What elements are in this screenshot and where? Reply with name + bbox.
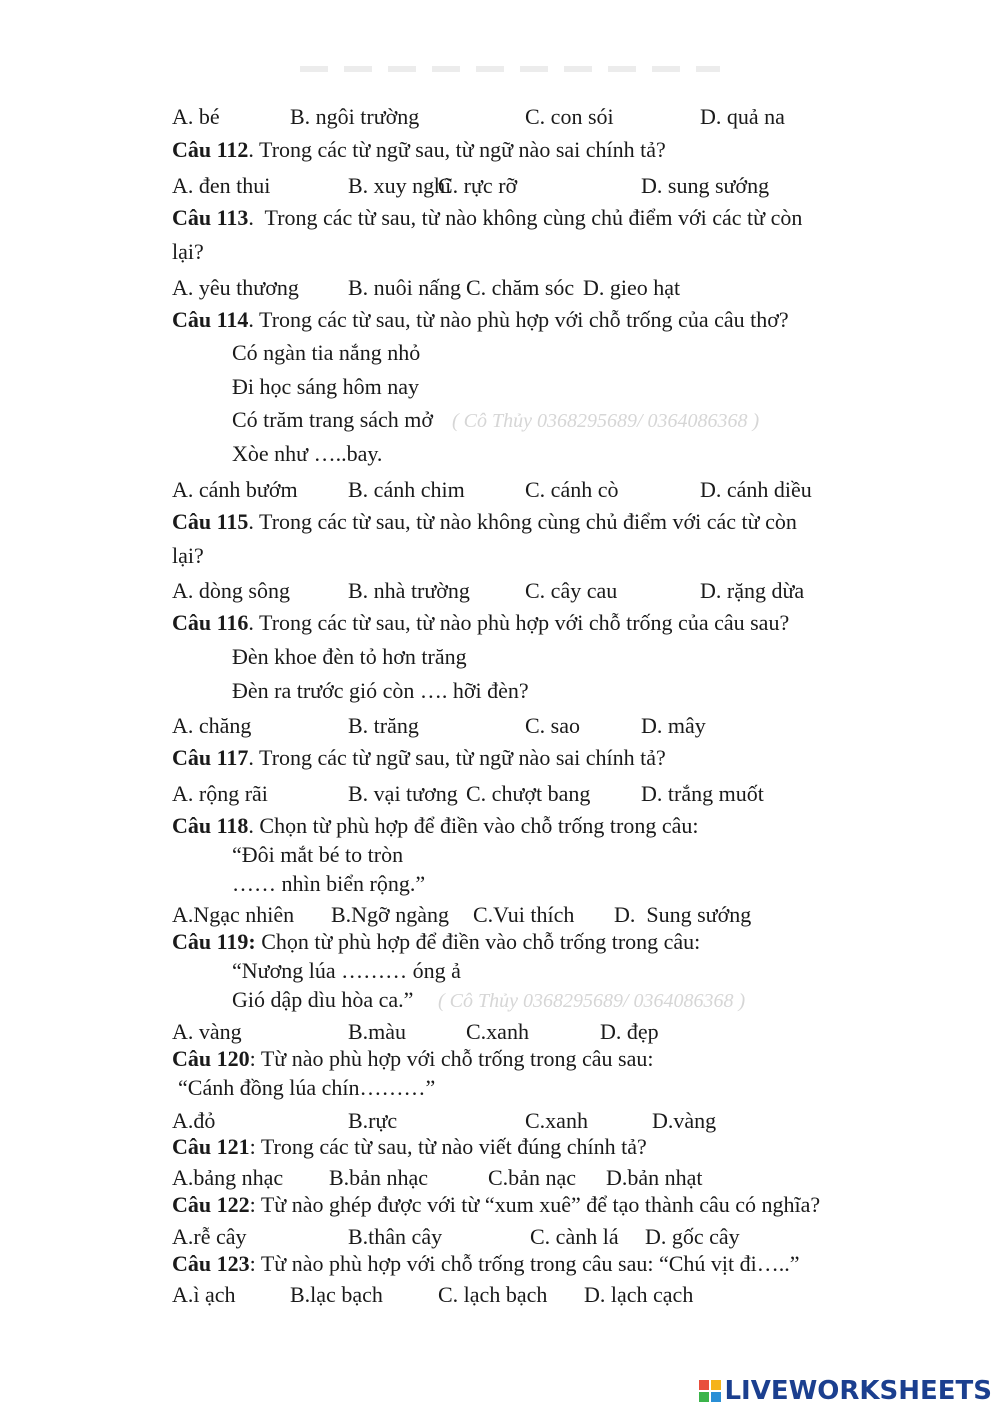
question-line [172, 1048, 653, 1070]
answer-option: C.Vui thích [473, 902, 575, 927]
answer-option: A.Ngạc nhiên [172, 902, 295, 927]
answer-option: B.rực [348, 1108, 398, 1133]
answer-option: B.lạc bạch [290, 1282, 383, 1307]
answer-option: D. trắng muốt [641, 781, 764, 806]
answer-option: C. cây cau [525, 578, 618, 603]
question-number: Câu 113 [172, 205, 249, 230]
answer-option: A.bảng nhạc [172, 1165, 284, 1190]
answer-option: C. cánh cò [525, 477, 619, 502]
line-text: . Trong các từ sau, từ nào phù hợp với chỗ trống của câu sau? [248, 610, 790, 635]
question-number: Câu 122 [172, 1192, 250, 1217]
question-line [172, 1136, 647, 1158]
question-line [172, 931, 700, 953]
question-number: Câu 115 [172, 509, 249, 534]
answer-option: C. cành lá [530, 1224, 619, 1249]
answer-option: A. dòng sông [172, 578, 290, 603]
answer-option: B. nhà trường [348, 578, 470, 603]
answer-option: D. Sung sướng [614, 902, 752, 927]
line-text: Đi học sáng hôm nay [232, 374, 419, 399]
line-text: : Từ nào phù hợp với chỗ trống trong câu sau: “Chú vịt đi…..” [249, 1251, 800, 1276]
faded-header-line [300, 66, 720, 72]
question-number: Câu 118 [172, 813, 249, 838]
answer-option: D.bản nhạt [606, 1165, 703, 1190]
poem-line [232, 376, 419, 398]
question-line [172, 815, 698, 837]
answer-option: B. ngôi trường [290, 104, 420, 129]
line-text: Đèn ra trước gió còn …. hỡi đèn? [232, 678, 529, 703]
question-line [172, 207, 802, 229]
question-line [172, 1194, 820, 1216]
line-text: . Trong các từ sau, từ nào không cùng chủ điểm với các từ còn [248, 509, 797, 534]
line-text: Đèn khoe đèn tỏ hơn trăng [232, 644, 467, 669]
answer-option: C. chượt bang [466, 781, 591, 806]
question-number: Câu 120 [172, 1046, 250, 1071]
poem-line [232, 960, 461, 982]
line-text: Gió dập dìu hòa ca.” [232, 987, 414, 1012]
line-text: : Từ nào phù hợp với chỗ trống trong câu sau: [249, 1046, 654, 1071]
answer-option: A. cánh bướm [172, 477, 298, 502]
question-number: Câu 114 [172, 307, 249, 332]
line-text: lại? [172, 543, 204, 568]
line-text: …… nhìn biển rộng.” [232, 871, 426, 896]
answer-option: A. rộng rãi [172, 781, 268, 806]
question-number: Câu 123 [172, 1251, 250, 1276]
line-text: Có trăm trang sách mở [232, 407, 434, 432]
line-text: Chọn từ phù hợp để điền vào chỗ trống trong câu: [255, 929, 701, 954]
answer-option: A.ì ạch [172, 1282, 236, 1307]
answer-option: D. sung sướng [641, 173, 770, 198]
answer-option: C. chăm sóc [466, 275, 575, 300]
answer-option: A. vàng [172, 1019, 242, 1044]
line-text: . Trong các từ ngữ sau, từ ngữ nào sai chính tả? [248, 137, 666, 162]
answer-option: C. lạch bạch [438, 1282, 548, 1307]
answer-option: C.bản nạc [488, 1165, 576, 1190]
poem-line [232, 342, 420, 364]
line-text: lại? [172, 239, 204, 264]
answer-option: A.đỏ [172, 1108, 216, 1133]
poem-line [232, 409, 433, 431]
answer-option: B. vại tương [348, 781, 458, 806]
answer-option: D.vàng [652, 1108, 717, 1133]
watermark-text: ( Cô Thủy 0368295689/ 0364086368 ) [452, 410, 760, 432]
answer-option: A. chăng [172, 713, 252, 738]
answer-option: C.xanh [466, 1019, 529, 1044]
answer-option: D. đẹp [600, 1019, 659, 1044]
line-text: “Đôi mắt bé to tròn [232, 842, 404, 867]
answer-option: C. sao [525, 713, 580, 738]
answer-option: C. rực rỡ [438, 173, 518, 198]
poem-line [232, 873, 425, 895]
answer-option: C.xanh [525, 1108, 588, 1133]
question-number: Câu 119: [172, 929, 256, 954]
answer-option: A.rễ cây [172, 1224, 247, 1249]
line-text: . Trong các từ sau, từ nào không cùng chủ điểm với các từ còn [248, 205, 803, 230]
question-line [172, 511, 797, 533]
text-line [172, 241, 204, 263]
answer-option: C. con sói [525, 104, 614, 129]
question-line [172, 1253, 800, 1275]
answer-option: B.Ngỡ ngàng [331, 902, 449, 927]
question-line [172, 139, 666, 161]
answer-option: D. cánh diều [700, 477, 812, 502]
poem-line [178, 1077, 435, 1099]
answer-option: D. mây [641, 713, 706, 738]
line-text: : Trong các từ sau, từ nào viết đúng chính tả? [249, 1134, 647, 1159]
answer-option: B.màu [348, 1019, 407, 1044]
answer-option: A. đen thui [172, 173, 271, 198]
question-line [172, 309, 789, 331]
logo-badge-icon [699, 1380, 721, 1402]
line-text: . Trong các từ ngữ sau, từ ngữ nào sai chính tả? [248, 745, 666, 770]
answer-option: B.thân cây [348, 1224, 443, 1249]
answer-option: D. gieo hạt [583, 275, 681, 300]
answer-option: B.bản nhạc [329, 1165, 428, 1190]
answer-option: A. bé [172, 104, 220, 129]
line-text: Có ngàn tia nắng nhỏ [232, 340, 421, 365]
poem-line [232, 844, 403, 866]
answer-option: B. xuy nghĩ [348, 173, 452, 198]
question-line [172, 612, 789, 634]
line-text: . Trong các từ sau, từ nào phù hợp với chỗ trống của câu thơ? [248, 307, 789, 332]
poem-line [232, 680, 529, 702]
poem-line [232, 646, 467, 668]
line-text: . Chọn từ phù hợp để điền vào chỗ trống trong câu: [248, 813, 699, 838]
answer-option: B. cánh chim [348, 477, 465, 502]
line-text: Xòe như …..bay. [232, 441, 383, 466]
line-text: : Từ nào ghép được với từ “xum xuê” để tạo thành câu có nghĩa? [249, 1192, 821, 1217]
answer-option: D. quả na [700, 104, 785, 129]
answer-option: D. rặng dừa [700, 578, 805, 603]
answer-option: B. nuôi nấng [348, 275, 462, 300]
brand-name: LIVEWORKSHEETS [724, 1376, 992, 1406]
answer-option: D. lạch cạch [584, 1282, 694, 1307]
question-line [172, 747, 666, 769]
liveworksheets-logo [699, 1375, 992, 1407]
poem-line [232, 989, 413, 1011]
line-text: “Cánh đồng lúa chín………” [178, 1075, 436, 1100]
poem-line [232, 443, 382, 465]
answer-option: B. trăng [348, 713, 419, 738]
line-text: “Nương lúa ……… óng ả [232, 958, 461, 983]
question-number: Câu 112 [172, 137, 249, 162]
text-line [172, 545, 204, 567]
question-number: Câu 121 [172, 1134, 250, 1159]
question-number: Câu 116 [172, 610, 249, 635]
watermark-text: ( Cô Thủy 0368295689/ 0364086368 ) [438, 990, 746, 1012]
question-number: Câu 117 [172, 745, 249, 770]
answer-option: D. gốc cây [645, 1224, 740, 1249]
answer-option: A. yêu thương [172, 275, 299, 300]
